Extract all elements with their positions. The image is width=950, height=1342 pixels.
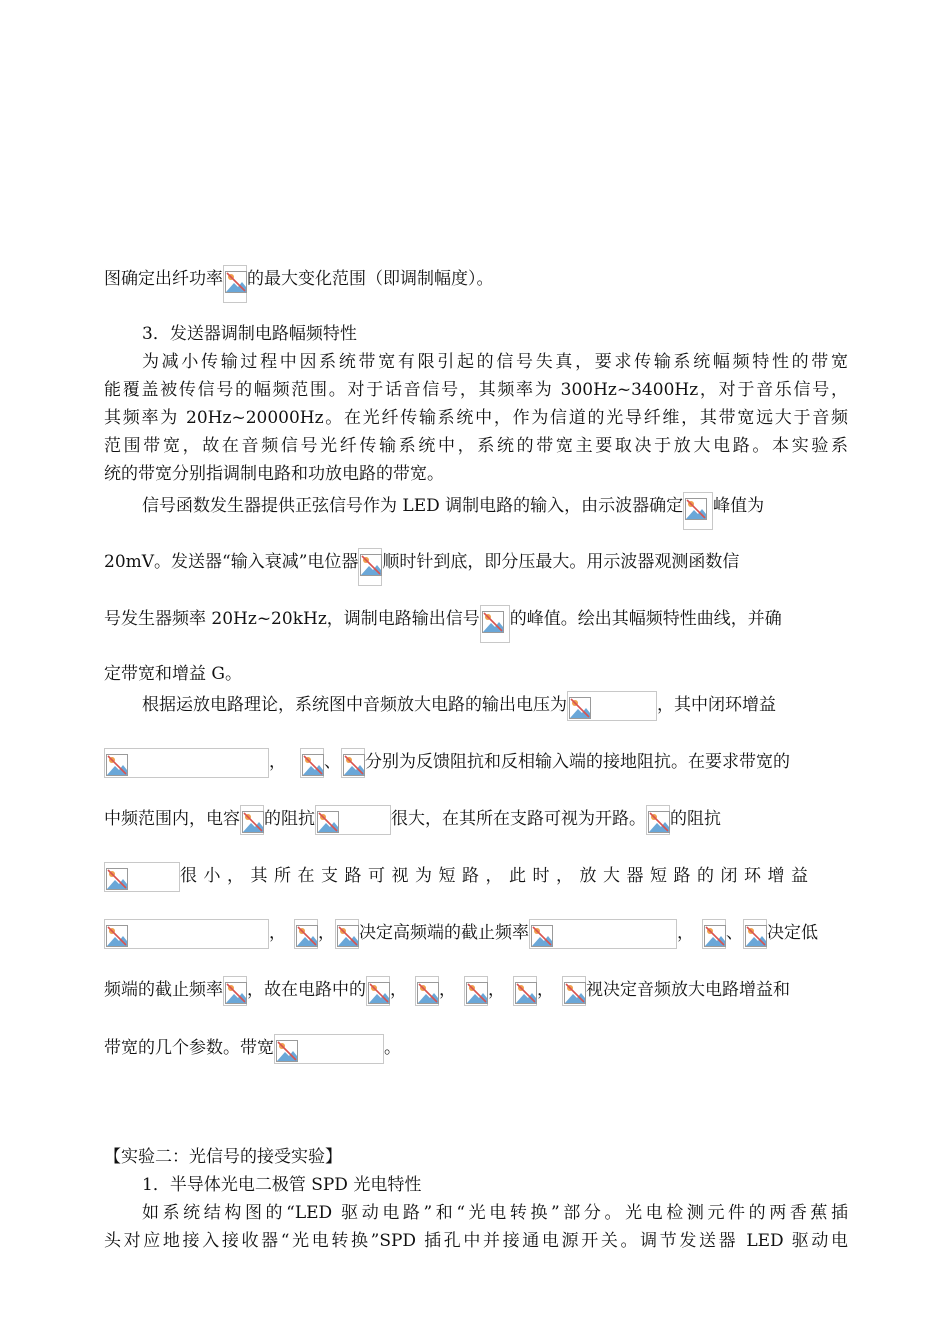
broken-image-icon <box>529 919 677 949</box>
broken-image-icon <box>335 919 359 949</box>
broken-image-icon <box>562 976 586 1006</box>
text-segment: 很大，在其所在支路可视为开路。 <box>391 809 646 829</box>
text-segment: ， <box>537 980 554 1000</box>
text-segment: 很小，其所在支路可视为短路，此时，放大器短路的闭环增益 <box>180 866 815 886</box>
text-segment: 的阻抗 <box>264 809 315 829</box>
paragraph-line: 能覆盖被传信号的幅频范围。对于话音信号，其频率为 300Hz~3400Hz，对于音乐信号， <box>104 380 848 400</box>
text-segment: 信号函数发生器提供正弦信号作为 LED 调制电路的输入，由示波器确定 <box>142 496 684 516</box>
text-segment: ， <box>318 923 335 943</box>
broken-image-icon <box>294 919 318 949</box>
text-segment: ， <box>269 752 286 772</box>
paragraph-line: 头对应地接入接收器“光电转换”SPD 插孔中并接通电源开关。调节发送器 LED 驱动电 <box>104 1231 848 1251</box>
paragraph-line: 定带宽和增益 G。 <box>104 664 242 684</box>
text-segment: ， <box>488 980 505 1000</box>
text-segment: 。 <box>384 1038 401 1058</box>
broken-image-icon <box>358 548 382 586</box>
text-segment: 峰值为 <box>713 496 765 516</box>
text-segment: 的阻抗 <box>670 809 721 829</box>
broken-image-icon <box>464 976 488 1006</box>
broken-image-icon <box>240 805 264 835</box>
broken-image-icon <box>702 919 726 949</box>
broken-image-icon <box>480 605 510 643</box>
text-segment: 号发生器频率 20Hz~20kHz，调制电路输出信号 <box>104 609 480 629</box>
broken-image-icon <box>223 976 247 1006</box>
paragraph-line: 范围带宽，故在音频信号光纤传输系统中，系统的带宽主要取决于放大电路。本实验系 <box>104 436 848 456</box>
text-segment: 带宽的几个参数。带宽 <box>104 1038 274 1058</box>
text-segment: 决定低 <box>767 923 818 943</box>
text-segment: ， <box>439 980 456 1000</box>
text-segment: 图确定出纤功率 <box>104 269 223 289</box>
paragraph-line <box>104 750 848 774</box>
paragraph-line <box>104 1036 848 1060</box>
broken-image-icon <box>341 748 365 778</box>
paragraph-line <box>104 978 848 1002</box>
paragraph-line <box>142 494 848 518</box>
broken-image-icon <box>683 492 713 530</box>
text-segment: 的峰值。绘出其幅频特性曲线，并确 <box>509 609 782 629</box>
text-segment: 分别为反馈阻抗和反相输入端的接地阻抗。在要求带宽的 <box>365 752 790 772</box>
paragraph-line <box>104 550 848 574</box>
text-segment: 、 <box>324 752 341 772</box>
paragraph-line: 如系统结构图的“LED 驱动电路”和“光电转换”部分。光电检测元件的两香蕉插 <box>142 1203 848 1223</box>
broken-image-icon <box>567 691 657 721</box>
broken-image-icon <box>104 919 269 949</box>
paragraph-line: 为减小传输过程中因系统带宽有限引起的信号失真，要求传输系统幅频特性的带宽 <box>142 352 848 372</box>
text-segment: 顺时针到底，即分压最大。用示波器观测函数信 <box>382 552 740 572</box>
broken-image-icon <box>366 976 390 1006</box>
text-segment: 的最大变化范围（即调制幅度）。 <box>247 269 494 289</box>
paragraph-line <box>104 864 848 888</box>
text-segment: ， <box>677 923 694 943</box>
broken-image-icon <box>513 976 537 1006</box>
section-heading: 3．发送器调制电路幅频特性 <box>142 324 357 344</box>
text-segment: 频端的截止频率 <box>104 980 223 1000</box>
text-segment: 决定高频端的截止频率 <box>359 923 529 943</box>
paragraph-line: 统的带宽分别指调制电路和功放电路的带宽。 <box>104 464 444 484</box>
text-segment: 中频范围内，电容 <box>104 809 240 829</box>
broken-image-icon <box>415 976 439 1006</box>
text-segment: 视决定音频放大电路增益和 <box>586 980 790 1000</box>
broken-image-icon <box>743 919 767 949</box>
broken-image-icon <box>274 1034 384 1064</box>
paragraph-line: 其频率为 20Hz~20000Hz。在光纤传输系统中，作为信道的光导纤维，其带宽远大于音频 <box>104 408 848 428</box>
broken-image-icon <box>104 748 269 778</box>
section-title: 【实验二：光信号的接受实验】 <box>104 1147 342 1167</box>
text-segment: ，其中闭环增益 <box>657 695 776 715</box>
text-segment: 20mV。发送器“输入衰减”电位器 <box>104 552 359 572</box>
text-segment: ， <box>390 980 407 1000</box>
text-segment: ， <box>269 923 286 943</box>
section-heading: 1．半导体光电二极管 SPD 光电特性 <box>142 1175 422 1195</box>
broken-image-icon <box>223 265 247 303</box>
paragraph-line <box>142 693 848 717</box>
broken-image-icon <box>300 748 324 778</box>
text-segment: ，故在电路中的 <box>247 980 366 1000</box>
text-segment: 根据运放电路理论，系统图中音频放大电路的输出电压为 <box>142 695 567 715</box>
paragraph-line <box>104 607 848 631</box>
broken-image-icon <box>104 862 180 892</box>
text-segment: 、 <box>726 923 743 943</box>
broken-image-icon <box>315 805 391 835</box>
paragraph-line <box>104 267 848 291</box>
paragraph-line <box>104 921 848 945</box>
broken-image-icon <box>646 805 670 835</box>
paragraph-line <box>104 807 848 831</box>
